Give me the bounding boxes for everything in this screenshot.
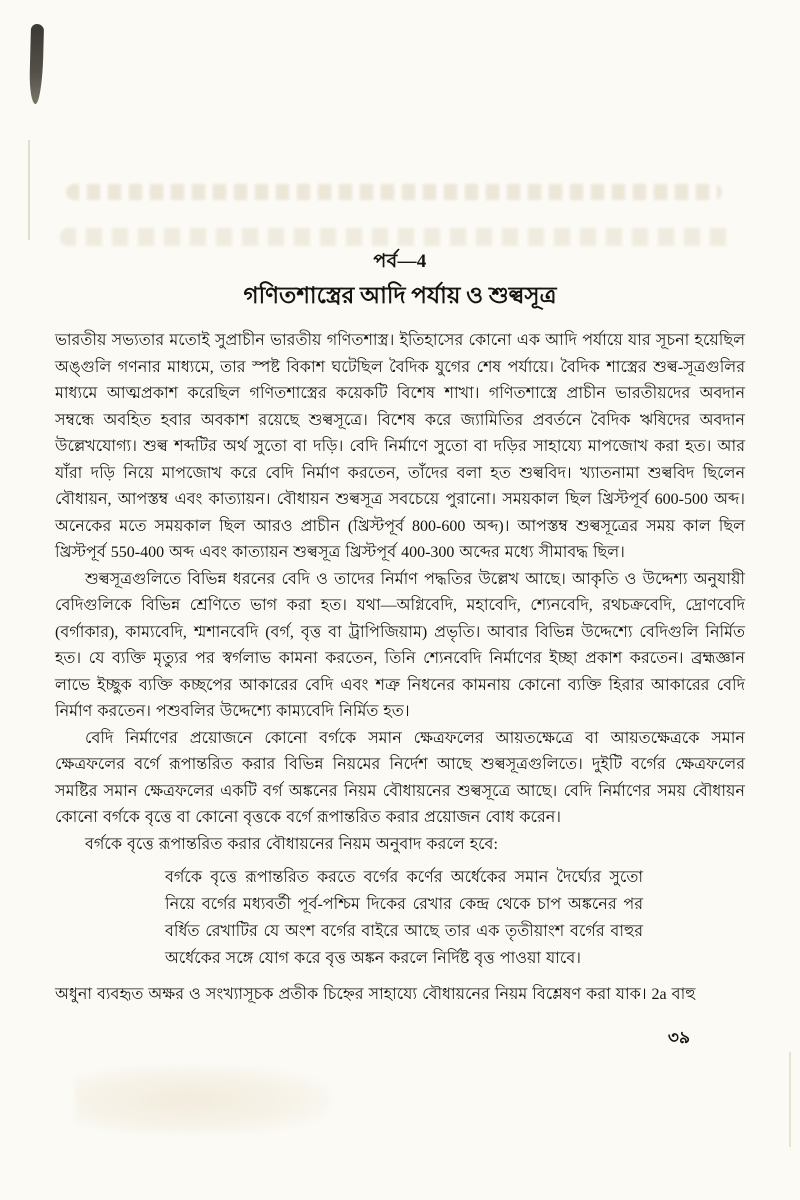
baudhayana-rule-quote: বর্গকে বৃত্তে রূপান্তরিত করতে বর্গের কর্ণের অর্ধেকের সমান দৈর্ঘ্যের সুতো নিয়ে বর্গের মধ্যবর্তী পূর্ব-পশ্চিম দিকের রেখার কেন্দ্র থেকে চাপ অঙ্কনের পর বর্ধিত রেখাটির যে অংশ বর্গের বাইরে আছে তার এক তৃতীয়াংশ বর্গের বাহুর অর্ধেকের সঙ্গে যোগ করে বৃত্ত অঙ্কন করলে নির্দিষ্ট বৃত্ত পাওয়া যাবে। [165,869,643,967]
part-label: পর্ব—4 [373,251,427,272]
top-margin [55,0,745,250]
scan-edge-line-right [789,1052,791,1147]
scan-bottom-smudge [75,1066,330,1134]
paragraph-intro: ভারতীয় সভ্যতার মতোই সুপ্রাচীন ভারতীয় গণিতশাস্ত্র। ইতিহাসের কোনো এক আদি পর্যায়ে যার সূচনা হয়েছিল অঙ্গুলি গণনার মাধ্যমে, তার স্পষ্ট বিকাশ ঘটেছিল বৈদিক যুগের শেষ পর্যায়ে। বৈদিক শাস্ত্রের শুল্ব-সূত্রগুলির মাধ্যমে আত্মপ্রকাশ করেছিল গণিতশাস্ত্রের কয়েকটি বিশেষ শাখা। গণিতশাস্ত্রে প্রাচীন ভারতীয়দের অবদান সম্বন্ধে অবহিত হবার অবকাশ রয়েছে শুল্বসূত্রে। বিশেষ করে জ্যামিতির প্রবর্তনে বৈদিক ঋষিদের অবদান উল্লেখযোগ্য। শুল্ব শব্দটির অর্থ সুতো বা দড়ি। বেদি নির্মাণে সুতো বা দড়ির সাহায্যে মাপজোখ করা হত। আর যাঁরা দড়ি নিয়ে মাপজোখ করে বেদি নির্মাণ করতেন, তাঁদের বলা হত শুল্ববিদ। খ্যাতনামা শুল্ববিদ ছিলেন বৌধায়ন, আপস্তম্ব এবং কাত্যায়ন। বৌধায়ন শুল্বসূত্র সবচেয়ে পুরানো। সময়কাল ছিল খ্রিস্টপূর্ব 600-500 অব্দ। অনেকের মতে সময়কাল ছিল আরও প্রাচীন (খ্রিস্টপূর্ব 800-600 অব্দ)। আপস্তম্ব শুল্বসূত্রের সময় কাল ছিল খ্রিস্টপূর্ব 550-400 অব্দ এবং কাত্যায়ন শুল্বসূত্র খ্রিস্টপূর্ব 400-300 অব্দের মধ্যে সীমাবদ্ধ ছিল। [55,332,745,561]
paragraph-vedi-types: শুল্বসূত্রগুলিতে বিভিন্ন ধরনের বেদি ও তাদের নির্মাণ পদ্ধতির উল্লেখ আছে। আকৃতি ও উদ্দেশ্য অনুযায়ী বেদিগুলিকে বিভিন্ন শ্রেণিতে ভাগ করা হত। যথা—অগ্নিবেদি, মহাবেদি, শ্যেনবেদি, রথচক্রবেদি, দ্রোণবেদি (বর্গাকার), কাম্যবেদি, শ্মশানবেদি (বর্গ, বৃত্ত বা ট্রাপিজিয়াম) প্রভৃতি। আবার বিভিন্ন উদ্দেশ্যে বেদিগুলি নির্মিত হত। যে ব্যক্তি মৃত্যুর পর স্বর্গলাভ কামনা করতেন, তিনি শ্যেনবেদি নির্মাণের ইচ্ছা প্রকাশ করতেন। ব্রহ্মজ্ঞান লাভে ইচ্ছুক ব্যক্তি কচ্ছপের আকারের বেদি এবং শত্রু নিধনের কামনায় কোনো ব্যক্তি হিরার আকারের বেদি নির্মাণ করতেন। পশুবলির উদ্দেশ্যে কাম্যবেদি নির্মিত হত। [55,570,745,720]
paragraph-closing: অধুনা ব্যবহৃত অক্ষর ও সংখ্যাসূচক প্রতীক চিহ্নের সাহায্যে বৌধায়নের নিয়ম বিশ্লেষণ করা যাক। 2a বাহু [55,986,696,1003]
page-number: ৩৯ [667,1027,690,1047]
chapter-title: গণিতশাস্ত্রের আদি পর্যায় ও শুল্বসূত্র [243,283,557,308]
paragraph-square-rules: বেদি নির্মাণের প্রয়োজনে কোনো বর্গকে সমান ক্ষেত্রফলের আয়তক্ষেত্রে বা আয়তক্ষেত্রকে সমান ক্ষেত্রফলের বর্গে রূপান্তরিত করার বিভিন্ন নিয়মের নির্দেশ আছে শুল্বসূত্রগুলিতে। দুইটি বর্গের ক্ষেত্রফলের সমষ্টির সমান ক্ষেত্রফলের একটি বর্গ অঙ্কনের নিয়ম বৌধায়নের শুল্বসূত্রে আছে। বেদি নির্মাণের সময় বৌধায়ন কোনো বর্গকে বৃত্তে বা কোনো বৃত্তকে বর্গে রূপান্তরিত করার প্রয়োজন বোধ করেন। [55,729,745,826]
paragraph-rule-lead-in: বর্গকে বৃত্তে রূপান্তরিত করার বৌধায়নের নিয়ম অনুবাদ করলে হবে: [85,835,498,853]
